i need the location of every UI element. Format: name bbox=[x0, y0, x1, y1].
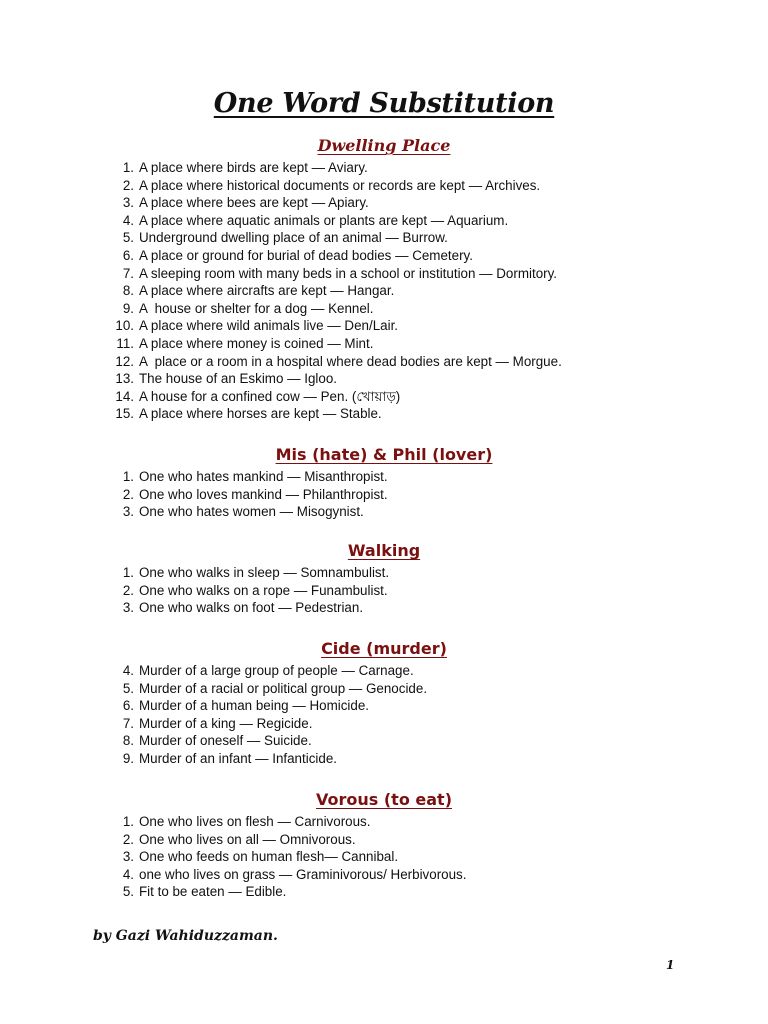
item-number: 8. bbox=[122, 283, 134, 299]
item-number: 4. bbox=[122, 212, 134, 228]
list-item bbox=[0, 353, 768, 371]
item-number: 4. bbox=[122, 866, 134, 882]
list-item bbox=[0, 300, 768, 318]
section-walking bbox=[0, 540, 768, 617]
list-item bbox=[0, 662, 768, 680]
item-list bbox=[0, 813, 768, 901]
list-item bbox=[0, 229, 768, 247]
list-item bbox=[0, 732, 768, 750]
item-text: Murder of an infant — Infanticide. bbox=[139, 750, 337, 766]
item-text: Underground dwelling place of an animal — Burrow. bbox=[139, 230, 448, 246]
section-heading: Mis (hate) & Phil (lover) bbox=[275, 445, 493, 464]
item-text: A place where money is coined — Mint. bbox=[139, 335, 374, 351]
item-number: 2. bbox=[122, 177, 134, 193]
item-text: A place where aircrafts are kept — Hangar. bbox=[139, 283, 395, 299]
item-text: A place where historical documents or records are kept — Archives. bbox=[139, 177, 541, 193]
item-number: 5. bbox=[122, 680, 134, 696]
item-text: One who walks on foot — Pedestrian. bbox=[139, 600, 364, 616]
section-heading: Vorous (to eat) bbox=[316, 790, 452, 809]
item-text: A place or a room in a hospital where dead bodies are kept — Morgue. bbox=[139, 353, 562, 369]
item-number: 8. bbox=[122, 733, 134, 749]
section-cide bbox=[0, 638, 768, 768]
item-text: A sleeping room with many beds in a school or institution — Dormitory. bbox=[139, 265, 558, 281]
item-text: The house of an Eskimo — Igloo. bbox=[139, 371, 337, 387]
item-text: One who walks in sleep — Somnambulist. bbox=[139, 565, 390, 580]
list-item bbox=[0, 715, 768, 733]
item-text: One who feeds on human flesh— Cannibal. bbox=[139, 849, 399, 865]
item-text: Fit to be eaten — Edible. bbox=[139, 884, 287, 900]
list-item bbox=[0, 564, 768, 582]
list-item bbox=[0, 750, 768, 768]
item-number: 14. bbox=[115, 388, 134, 404]
item-list bbox=[0, 159, 768, 423]
item-text: One who lives on flesh — Carnivorous. bbox=[139, 814, 371, 829]
item-text: Murder of a king — Regicide. bbox=[139, 715, 313, 731]
list-item bbox=[0, 697, 768, 715]
list-item bbox=[0, 582, 768, 600]
list-item bbox=[0, 599, 768, 617]
list-item bbox=[0, 159, 768, 177]
item-number: 9. bbox=[122, 300, 134, 316]
list-item bbox=[0, 177, 768, 195]
item-number: 1. bbox=[122, 160, 134, 175]
item-text: A place where wild animals live — Den/Lair. bbox=[139, 318, 399, 334]
list-item bbox=[0, 848, 768, 866]
item-text: Murder of oneself — Suicide. bbox=[139, 733, 312, 749]
list-item bbox=[0, 335, 768, 353]
item-number: 6. bbox=[122, 698, 134, 714]
list-item bbox=[0, 831, 768, 849]
item-number: 9. bbox=[122, 750, 134, 766]
item-list bbox=[0, 468, 768, 521]
item-text: one who lives on grass — Graminivorous/ Herbivorous. bbox=[139, 866, 467, 882]
item-number: 6. bbox=[122, 247, 134, 263]
item-number: 5. bbox=[122, 230, 134, 246]
item-text: A place where horses are kept — Stable. bbox=[139, 406, 382, 422]
section-heading: Walking bbox=[347, 541, 421, 560]
item-number: 12. bbox=[115, 353, 134, 369]
item-number: 4. bbox=[122, 663, 134, 678]
list-item bbox=[0, 813, 768, 831]
list-item bbox=[0, 388, 768, 406]
item-number: 3. bbox=[122, 195, 134, 211]
item-text: A place where birds are kept — Aviary. bbox=[139, 160, 368, 175]
page-title: One Word Substitution bbox=[213, 88, 555, 119]
item-number: 13. bbox=[115, 371, 134, 387]
item-number: 2. bbox=[122, 582, 134, 598]
section-heading: Dwelling Place bbox=[317, 136, 451, 155]
list-item bbox=[0, 247, 768, 265]
item-number: 5. bbox=[122, 884, 134, 900]
list-item bbox=[0, 866, 768, 884]
list-item bbox=[0, 486, 768, 504]
item-text: Murder of a racial or political group — Genocide. bbox=[139, 680, 428, 696]
item-number: 15. bbox=[115, 406, 134, 422]
list-item bbox=[0, 282, 768, 300]
item-text: One who walks on a rope — Funambulist. bbox=[139, 582, 388, 598]
item-list bbox=[0, 564, 768, 617]
section-dwelling-place bbox=[0, 135, 768, 423]
item-text: A house or shelter for a dog — Kennel. bbox=[139, 300, 374, 316]
item-number: 1. bbox=[122, 469, 134, 484]
item-number: 2. bbox=[122, 831, 134, 847]
item-text: A place where aquatic animals or plants are kept — Aquarium. bbox=[139, 212, 509, 228]
item-number: 11. bbox=[116, 335, 134, 351]
list-item bbox=[0, 468, 768, 486]
item-text: One who hates women — Misogynist. bbox=[139, 504, 364, 520]
item-number: 2. bbox=[122, 486, 134, 502]
item-number: 1. bbox=[122, 814, 134, 829]
list-item bbox=[0, 503, 768, 521]
item-text: One who lives on all — Omnivorous. bbox=[139, 831, 356, 847]
list-item bbox=[0, 883, 768, 901]
list-item bbox=[0, 370, 768, 388]
item-number: 7. bbox=[122, 265, 134, 281]
section-heading: Cide (murder) bbox=[321, 639, 447, 658]
item-list bbox=[0, 662, 768, 768]
item-number: 10. bbox=[115, 318, 134, 334]
list-item bbox=[0, 212, 768, 230]
item-text: A house for a confined cow — Pen. (খোয়াড়) bbox=[139, 388, 401, 404]
item-text: One who loves mankind — Philanthropist. bbox=[139, 486, 388, 502]
item-text: A place or ground for burial of dead bodies — Cemetery. bbox=[139, 247, 473, 263]
item-number: 3. bbox=[122, 504, 134, 520]
author-signature: by Gazi Wahiduzzaman. bbox=[93, 928, 278, 944]
section-vorous bbox=[0, 789, 768, 901]
item-number: 3. bbox=[122, 849, 134, 865]
item-number: 1. bbox=[122, 565, 134, 580]
item-number: 7. bbox=[122, 715, 134, 731]
list-item bbox=[0, 680, 768, 698]
item-text: A place where bees are kept — Apiary. bbox=[139, 195, 369, 211]
item-text: One who hates mankind — Misanthropist. bbox=[139, 469, 388, 484]
list-item bbox=[0, 265, 768, 283]
page-number: 1 bbox=[666, 958, 675, 972]
list-item bbox=[0, 405, 768, 423]
list-item bbox=[0, 317, 768, 335]
item-number: 3. bbox=[122, 600, 134, 616]
item-text: Murder of a human being — Homicide. bbox=[139, 698, 369, 714]
item-text: Murder of a large group of people — Carnage. bbox=[139, 663, 414, 678]
section-mis-phil bbox=[0, 444, 768, 521]
list-item bbox=[0, 194, 768, 212]
